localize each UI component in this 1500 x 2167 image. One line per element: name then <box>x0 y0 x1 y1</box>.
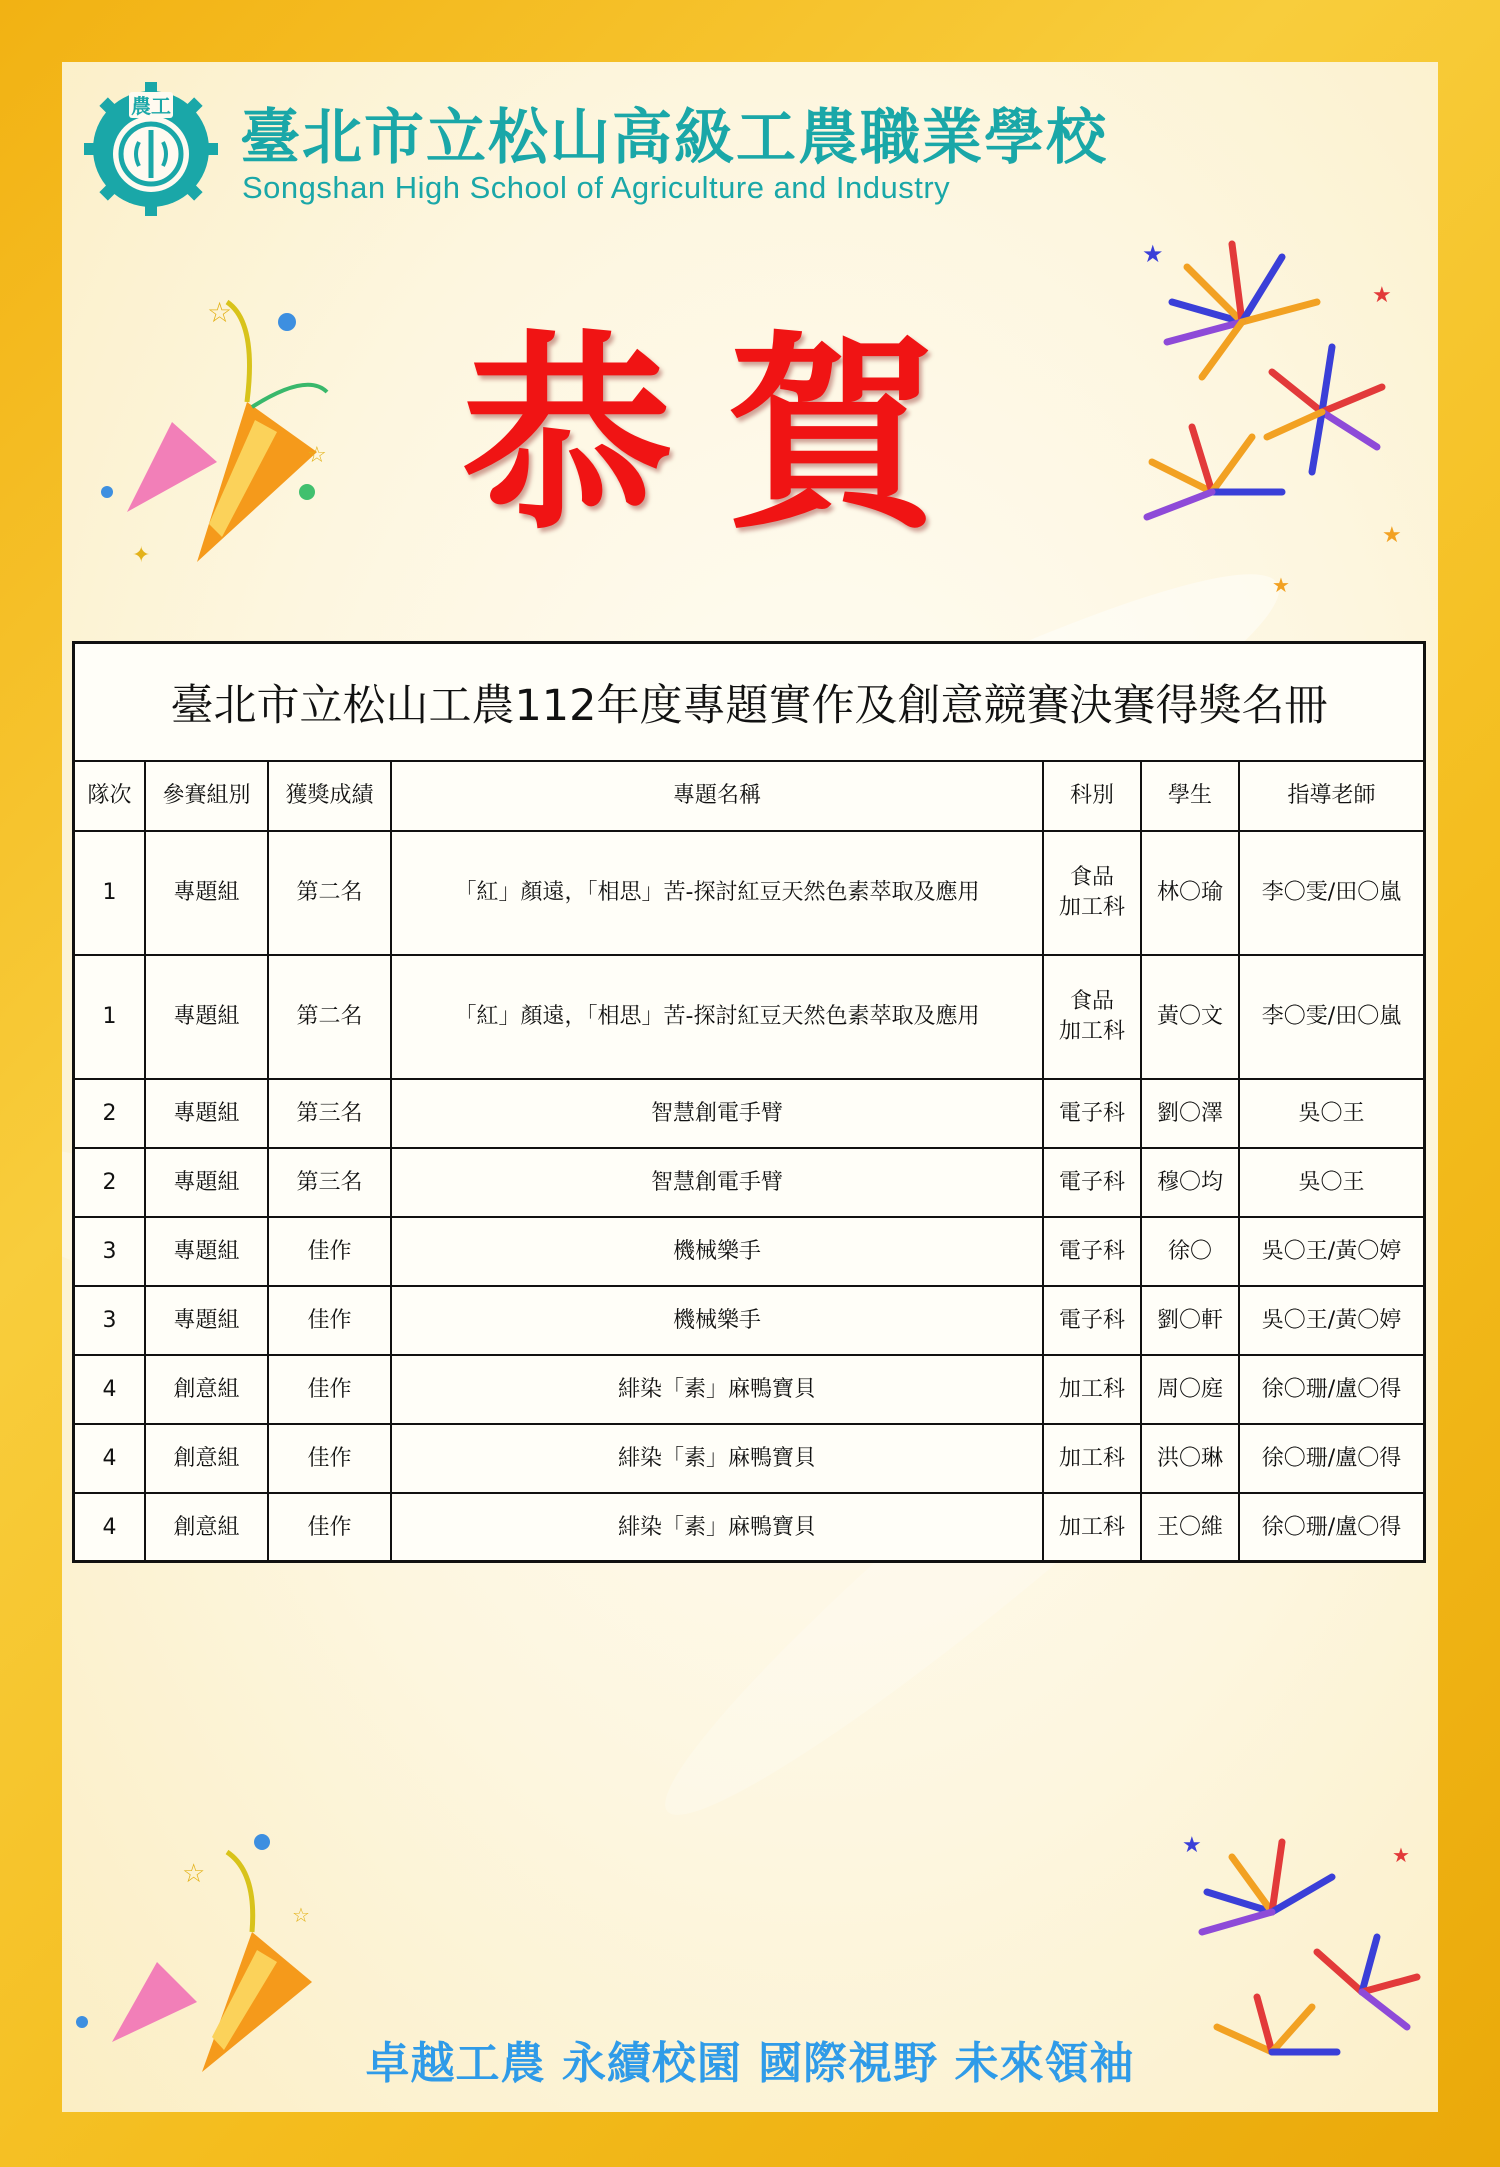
svg-text:☆: ☆ <box>182 1859 206 1889</box>
certificate-page <box>62 62 1438 2112</box>
table-row <box>75 1286 1423 1355</box>
table-row <box>75 1148 1423 1217</box>
cell-group: 專題組 <box>145 1286 268 1355</box>
cell-teacher: 吳〇王/黃〇婷 <box>1239 1217 1423 1286</box>
cell-award: 第二名 <box>268 955 391 1079</box>
column-header-student: 學生 <box>1141 762 1239 831</box>
cell-department: 加工科 <box>1043 1355 1141 1424</box>
table-row <box>75 1424 1423 1493</box>
cell-team: 1 <box>75 955 145 1079</box>
fireworks-icon <box>1122 212 1422 612</box>
cell-group: 專題組 <box>145 831 268 955</box>
cell-project: 智慧創電手臂 <box>391 1079 1043 1148</box>
school-logo-icon <box>84 82 218 216</box>
svg-text:★: ★ <box>1382 523 1402 548</box>
table-row <box>75 955 1423 1079</box>
cell-project: 緋染「素」麻鴨寶貝 <box>391 1355 1043 1424</box>
cell-team: 4 <box>75 1493 145 1561</box>
cell-teacher: 徐〇珊/盧〇得 <box>1239 1355 1423 1424</box>
cell-department: 加工科 <box>1043 1424 1141 1493</box>
cell-award: 第二名 <box>268 831 391 955</box>
cell-project: 「紅」顏遠，「相思」苦-探討紅豆天然色素萃取及應用 <box>391 955 1043 1079</box>
table-row <box>75 1355 1423 1424</box>
cell-student: 徐〇 <box>1141 1217 1239 1286</box>
cell-department: 食品 加工科 <box>1043 831 1141 955</box>
table-title: 臺北市立松山工農112年度專題實作及創意競賽決賽得獎名冊 <box>75 644 1423 762</box>
school-name-english: Songshan High School of Agriculture and Industry <box>242 170 951 205</box>
cell-department: 電子科 <box>1043 1286 1141 1355</box>
cell-award: 佳作 <box>268 1286 391 1355</box>
cell-award: 佳作 <box>268 1424 391 1493</box>
awards-table-container <box>72 641 1426 1563</box>
cell-award: 佳作 <box>268 1355 391 1424</box>
cell-project: 緋染「素」麻鴨寶貝 <box>391 1493 1043 1561</box>
table-header-row <box>75 762 1423 831</box>
cell-team: 3 <box>75 1286 145 1355</box>
cell-department: 電子科 <box>1043 1148 1141 1217</box>
column-header-team: 隊次 <box>75 762 145 831</box>
cell-teacher: 吳〇王 <box>1239 1148 1423 1217</box>
svg-text:★: ★ <box>1272 573 1290 597</box>
party-popper-icon <box>77 262 337 602</box>
cell-project: 機械樂手 <box>391 1286 1043 1355</box>
column-header-award: 獲獎成績 <box>268 762 391 831</box>
cell-student: 黃〇文 <box>1141 955 1239 1079</box>
cell-group: 創意組 <box>145 1424 268 1493</box>
cell-award: 第三名 <box>268 1148 391 1217</box>
cell-group: 創意組 <box>145 1493 268 1561</box>
cell-student: 王〇維 <box>1141 1493 1239 1561</box>
svg-text:☆: ☆ <box>307 443 327 468</box>
cell-department: 食品 加工科 <box>1043 955 1141 1079</box>
footer-slogan: 卓越工農 永續校園 國際視野 未來領袖 <box>365 2038 1135 2089</box>
cell-student: 劉〇軒 <box>1141 1286 1239 1355</box>
cell-group: 專題組 <box>145 955 268 1079</box>
table-row <box>75 831 1423 955</box>
cell-student: 周〇庭 <box>1141 1355 1239 1424</box>
table-row <box>75 1079 1423 1148</box>
cell-group: 專題組 <box>145 1148 268 1217</box>
cell-department: 加工科 <box>1043 1493 1141 1561</box>
cell-group: 專題組 <box>145 1079 268 1148</box>
svg-text:✦: ✦ <box>132 543 151 568</box>
logo-text: 農工 <box>131 94 171 118</box>
cell-teacher: 徐〇珊/盧〇得 <box>1239 1424 1423 1493</box>
svg-text:★: ★ <box>1142 240 1164 268</box>
table-row <box>75 1217 1423 1286</box>
cell-project: 「紅」顏遠，「相思」苦-探討紅豆天然色素萃取及應用 <box>391 831 1043 955</box>
cell-department: 電子科 <box>1043 1079 1141 1148</box>
column-header-department: 科別 <box>1043 762 1141 831</box>
cell-award: 佳作 <box>268 1493 391 1561</box>
congratulations-banner: 恭賀 <box>462 311 993 558</box>
cell-teacher: 李〇雯/田〇嵐 <box>1239 831 1423 955</box>
svg-text:★: ★ <box>1182 1833 1202 1858</box>
cell-award: 第三名 <box>268 1079 391 1148</box>
cell-team: 3 <box>75 1217 145 1286</box>
cell-teacher: 吳〇王 <box>1239 1079 1423 1148</box>
cell-teacher: 吳〇王/黃〇婷 <box>1239 1286 1423 1355</box>
cell-award: 佳作 <box>268 1217 391 1286</box>
awards-table <box>75 762 1423 1561</box>
cell-student: 劉〇澤 <box>1141 1079 1239 1148</box>
cell-project: 機械樂手 <box>391 1217 1043 1286</box>
cell-department: 電子科 <box>1043 1217 1141 1286</box>
cell-team: 1 <box>75 831 145 955</box>
cell-student: 林〇瑜 <box>1141 831 1239 955</box>
cell-team: 2 <box>75 1148 145 1217</box>
cell-project: 緋染「素」麻鴨寶貝 <box>391 1424 1043 1493</box>
cell-team: 4 <box>75 1424 145 1493</box>
svg-text:★: ★ <box>1372 283 1392 308</box>
cell-project: 智慧創電手臂 <box>391 1148 1043 1217</box>
cell-group: 專題組 <box>145 1217 268 1286</box>
svg-text:☆: ☆ <box>292 1903 310 1927</box>
school-name-chinese: 臺北市立松山高級工農職業學校 <box>240 103 1108 173</box>
cell-teacher: 徐〇珊/盧〇得 <box>1239 1493 1423 1561</box>
cell-student: 洪〇琳 <box>1141 1424 1239 1493</box>
cell-teacher: 李〇雯/田〇嵐 <box>1239 955 1423 1079</box>
cell-student: 穆〇均 <box>1141 1148 1239 1217</box>
cell-group: 創意組 <box>145 1355 268 1424</box>
svg-text:★: ★ <box>1392 1843 1410 1867</box>
table-row <box>75 1493 1423 1561</box>
column-header-project: 專題名稱 <box>391 762 1043 831</box>
cell-team: 2 <box>75 1079 145 1148</box>
cell-team: 4 <box>75 1355 145 1424</box>
column-header-teacher: 指導老師 <box>1239 762 1423 831</box>
column-header-group: 參賽組別 <box>145 762 268 831</box>
svg-text:☆: ☆ <box>207 296 233 329</box>
